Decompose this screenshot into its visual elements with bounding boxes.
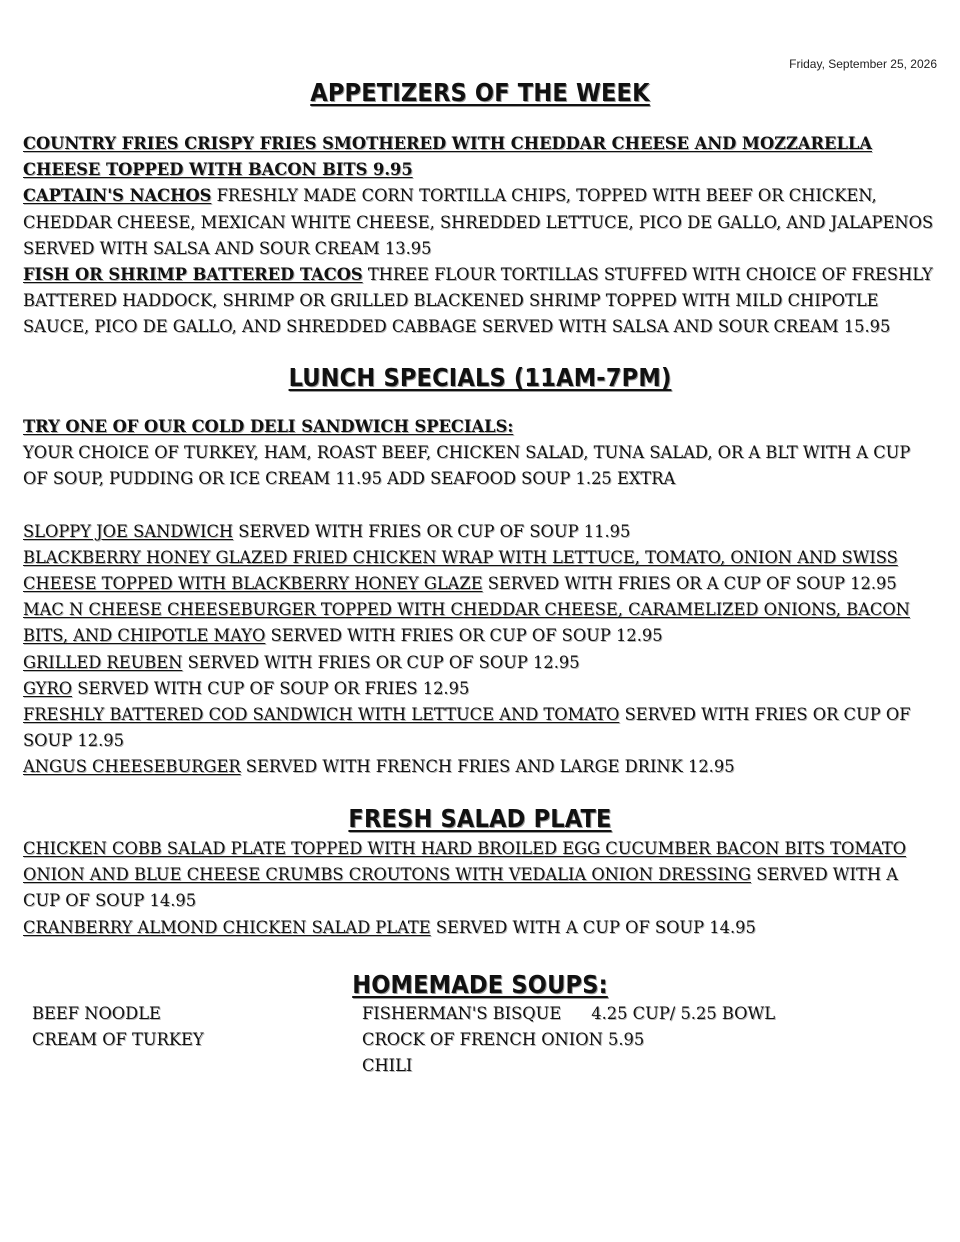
lunch-item-name: BLACKBERRY HONEY GLAZED FRIED CHICKEN WRAP WITH LETTUCE, TOMATO, ONION AND SWISS CHEESE TOPPED WITH BLACKBERRY HONEY GLAZE [23, 547, 898, 594]
date-header: Friday, September 25, 2026 [789, 57, 937, 71]
soup-item: CROCK OF FRENCH ONION 5.95 [362, 1030, 645, 1050]
lunch-item-name: GRILLED REUBEN [23, 652, 183, 672]
lunch-item-cod-sandwich [23, 702, 938, 754]
soups-left-column [32, 1001, 352, 1053]
lunch-item-desc: SERVED WITH FRIES OR CUP OF SOUP 12.95 [23, 705, 911, 751]
soup-item: CREAM OF TURKEY [32, 1030, 204, 1050]
lunch-item-mac-cheeseburger [23, 597, 938, 649]
lunch-section [23, 414, 938, 781]
soups-heading: HOMEMADE SOUPS: [352, 970, 608, 999]
salad-item-name: CHICKEN COBB SALAD PLATE TOPPED WITH HARD BROILED EGG CUCUMBER BACON BITS TOMATO ONION AND BLUE CHEESE CRUMBS CROUTONS WITH VEDALIA ONION DRESSING [23, 839, 907, 885]
appetizer-name: CAPTAIN'S NACHOS [23, 186, 212, 206]
lunch-item-desc: SERVED WITH FRIES OR A CUP OF SOUP 12.95 [482, 574, 897, 594]
salad-item-cobb [23, 836, 938, 915]
salad-heading: FRESH SALAD PLATE [348, 804, 612, 833]
appetizers-section [23, 131, 938, 341]
lunch-item-sloppy-joe [23, 519, 938, 545]
lunch-item-desc: SERVED WITH CUP OF SOUP OR FRIES 12.95 [72, 678, 470, 698]
lunch-heading: LUNCH SPECIALS (11AM-7PM) [288, 363, 672, 392]
lunch-item-name: SLOPPY JOE SANDWICH [23, 521, 234, 541]
lunch-item-name: MAC N CHEESE CHEESEBURGER TOPPED WITH CHEDDAR CHEESE, CARAMELIZED ONIONS, BACON BITS, AND CHIPOTLE MAYO [23, 600, 910, 646]
appetizer-item-country-fries [23, 131, 938, 183]
lunch-item-name: FRESHLY BATTERED COD SANDWICH WITH LETTUCE AND TOMATO [23, 705, 620, 725]
salad-section [23, 836, 938, 941]
appetizer-item-nachos [23, 183, 938, 262]
lunch-item-name: GYRO [23, 678, 73, 698]
salad-item-name: CRANBERRY ALMOND CHICKEN SALAD PLATE [23, 917, 431, 937]
soup-name: FISHERMAN'S BISQUE [362, 1004, 562, 1023]
salad-item-desc: SERVED WITH A CUP OF SOUP 14.95 [430, 917, 756, 937]
appetizer-name: COUNTRY FRIES CRISPY FRIES SMOTHERED WITH CHEDDAR CHEESE AND MOZZARELLA CHEESE TOPPED WITH BACON BITS 9.95 [23, 134, 872, 180]
soup-item: CHILI [362, 1056, 413, 1076]
deli-desc: YOUR CHOICE OF TURKEY, HAM, ROAST BEEF, CHICKEN SALAD, TUNA SALAD, OR A BLT WITH A CUP OF SOUP, PUDDING OR ICE CREAM 11.95 ADD SEAFOOD SOUP 1.25 EXTRA [23, 443, 911, 489]
appetizer-desc: FRESHLY MADE CORN TORTILLA CHIPS, TOPPED WITH BEEF OR CHICKEN, CHEDDAR CHEESE, MEXICAN WHITE CHEESE, SHREDDED LETTUCE, PICO DE GALLO, AND JALAPENOS SERVED WITH SALSA AND SOUR CREAM 13.95 [23, 186, 934, 258]
salad-item-desc: SERVED WITH A CUP OF SOUP 14.95 [23, 865, 898, 911]
lunch-item-desc: SERVED WITH FRIES OR CUP OF SOUP 12.95 [265, 626, 663, 646]
spacer [23, 493, 938, 519]
appetizer-item-tacos [23, 262, 938, 341]
soups-right-column [362, 1001, 922, 1080]
lunch-item-gyro [23, 676, 938, 702]
lunch-item-angus-cheeseburger [23, 754, 938, 780]
deli-title: TRY ONE OF OUR COLD DELI SANDWICH SPECIALS: [23, 417, 514, 436]
lunch-item-reuben [23, 650, 938, 676]
appetizer-name: FISH OR SHRIMP BATTERED TACOS [23, 265, 363, 285]
lunch-item-desc: SERVED WITH FRIES OR CUP OF SOUP 12.95 [182, 652, 580, 672]
lunch-item-chicken-wrap [23, 545, 938, 597]
lunch-item-desc: SERVED WITH FRENCH FRIES AND LARGE DRINK 12.95 [240, 757, 735, 777]
lunch-item-desc: SERVED WITH FRIES OR CUP OF SOUP 11.95 [233, 521, 631, 541]
appetizers-heading: APPETIZERS OF THE WEEK [310, 78, 650, 107]
soup-price: 4.25 CUP/ 5.25 BOWL [591, 1004, 776, 1023]
soup-item: BEEF NOODLE [32, 1004, 161, 1023]
appetizer-desc: THREE FLOUR TORTILLAS STUFFED WITH CHOICE OF FRESHLY BATTERED HADDOCK, SHRIMP OR GRILLED BLACKENED SHRIMP TOPPED WITH MILD CHIPOTLE SAUCE, PICO DE GALLO, AND SHREDDED CABBAGE SERVED WITH SALSA AND SOUR CREAM 15.95 [23, 265, 933, 337]
lunch-item-name: ANGUS CHEESEBURGER [23, 757, 241, 777]
soup-item-bisque [362, 1001, 922, 1027]
salad-item-cranberry [23, 915, 938, 941]
